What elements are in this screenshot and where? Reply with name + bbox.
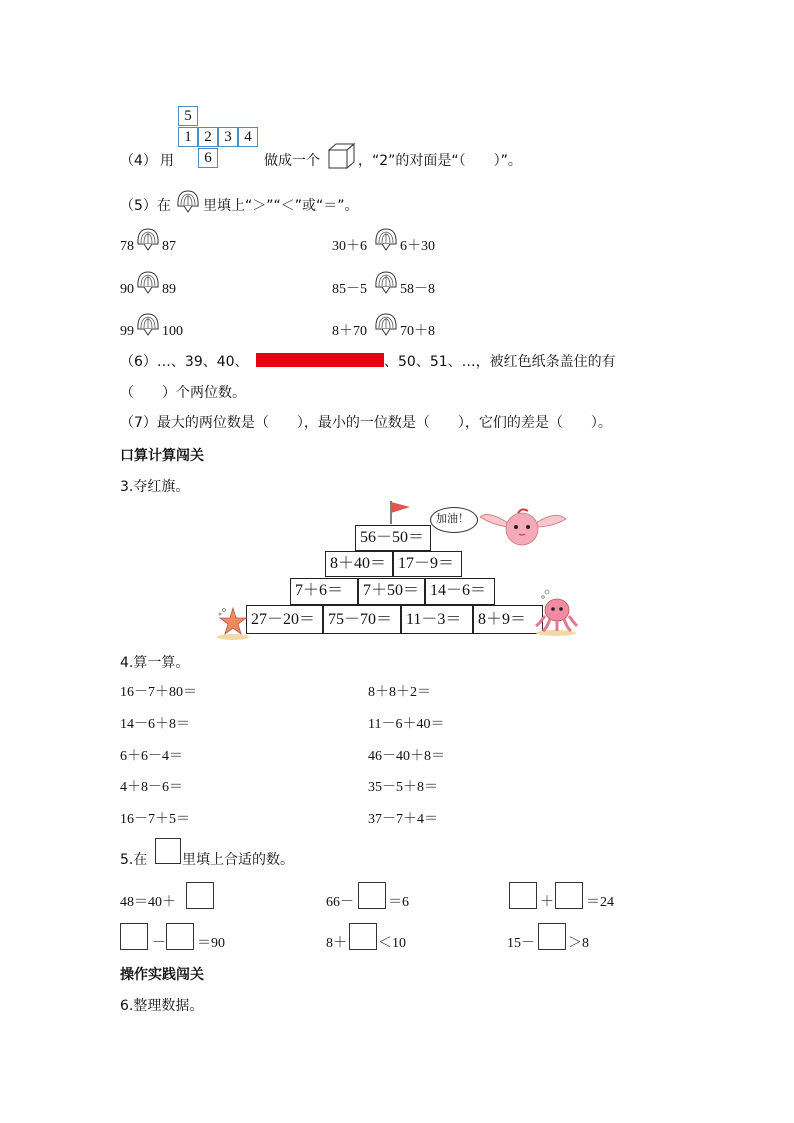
pyramid-cell[interactable]: 11－3＝ (401, 605, 473, 634)
p5-expr: ＞8 (568, 936, 589, 951)
compare-left: 99 (120, 324, 134, 339)
answer-box[interactable] (509, 882, 537, 909)
answer-box[interactable] (166, 923, 194, 950)
calc-left: 4＋8－6＝ (120, 780, 183, 795)
section-oral-heading: 口算计算闯关 (120, 448, 204, 464)
p5-expr: ＜10 (378, 936, 406, 951)
calc-right: 11－6＋40＝ (368, 717, 445, 732)
compare-right: 100 (162, 324, 183, 339)
pyramid-cell[interactable]: 14－6＝ (425, 578, 495, 605)
calc-left: 6＋6－4＝ (120, 749, 183, 764)
pyramid-cell[interactable]: 56－50＝ (355, 525, 431, 551)
p5-expr: 48＝40＋ (120, 895, 176, 910)
calc-right: 46－40＋8＝ (368, 749, 445, 764)
shell-icon[interactable] (373, 226, 399, 252)
answer-box[interactable] (186, 882, 214, 909)
pyramid-cell[interactable]: 27－20＝ (246, 605, 323, 634)
p6-title: 6.整理数据。 (120, 998, 204, 1014)
q6-text-c: （ ）个两位数。 (120, 385, 246, 401)
calc-left: 16－7＋5＝ (120, 812, 190, 827)
pyramid-cell[interactable]: 8＋40＝ (325, 551, 393, 577)
p5-expr: ＝90 (197, 936, 225, 951)
q5-intro-b: 里填上“＞”“＜”或“＝”。 (203, 198, 359, 214)
calc-right: 37－7＋4＝ (368, 812, 438, 827)
p5-expr: 15－ (507, 936, 535, 951)
q4-use: 用 (160, 153, 174, 169)
speech-text: 加油！ (436, 512, 469, 525)
shell-icon[interactable] (373, 311, 399, 337)
net-cell-top: 5 (178, 106, 198, 126)
net-cell-1: 1 (178, 127, 198, 147)
net-cell-4: 4 (238, 127, 258, 147)
answer-box[interactable] (120, 923, 148, 950)
answer-box[interactable] (358, 882, 386, 909)
q7-text: （7）最大的两位数是（ ），最小的一位数是（ ），它们的差是（ ）。 (120, 415, 612, 431)
pyramid-cell[interactable]: 7＋6＝ (290, 578, 358, 605)
answer-box[interactable] (555, 882, 583, 909)
compare-left: 8＋70 (332, 324, 367, 339)
p5-expr: ＋ (540, 895, 554, 910)
pyramid-cell[interactable]: 17－9＝ (393, 551, 462, 577)
calc-left: 14－6＋8＝ (120, 717, 190, 732)
p5-expr: 8＋ (326, 936, 347, 951)
red-paper-strip (256, 353, 384, 367)
p5-expr: ＝24 (586, 895, 614, 910)
p5-expr: － (152, 936, 166, 951)
compare-right: 6＋30 (400, 239, 435, 254)
compare-right: 70＋8 (400, 324, 435, 339)
q6-text-a: （6）…、39、40、 (120, 354, 249, 370)
p5-expr: 66－ (326, 895, 354, 910)
compare-left: 85－5 (332, 282, 367, 297)
cube-net (178, 106, 268, 170)
shell-icon[interactable] (135, 269, 161, 295)
shell-icon[interactable] (373, 269, 399, 295)
p5-title-a: 5.在 (120, 852, 148, 868)
compare-left: 78 (120, 239, 134, 254)
q4-make: 做成一个 (264, 153, 320, 169)
pyramid-cell[interactable]: 8＋9＝ (473, 605, 543, 634)
calc-right: 8＋8＋2＝ (368, 685, 431, 700)
p4-title: 4.算一算。 (120, 655, 190, 671)
p5-title-b: 里填上合适的数。 (182, 852, 294, 868)
pyramid-cell[interactable]: 75－70＝ (323, 605, 401, 634)
net-cell-bottom: 6 (198, 148, 218, 168)
shell-icon[interactable] (135, 226, 161, 252)
net-cell-3: 3 (218, 127, 238, 147)
shell-icon[interactable] (135, 311, 161, 337)
starfish-icon (216, 604, 250, 640)
q4-number: （4） (120, 153, 157, 169)
q5-intro-a: （5）在 (120, 198, 171, 214)
answer-box-icon (155, 838, 181, 864)
calc-right: 35－5＋8＝ (368, 780, 438, 795)
shell-icon (175, 188, 201, 214)
p3-title: 3.夺红旗。 (120, 479, 190, 495)
compare-right: 89 (162, 282, 176, 297)
q4-question: ，“2”的对面是“（ ）”。 (358, 153, 522, 169)
q6-text-b: 、50、51、…，被红色纸条盖住的有 (384, 354, 616, 370)
compare-left: 30＋6 (332, 239, 367, 254)
compare-left: 90 (120, 282, 134, 297)
calc-left: 16－7＋80＝ (120, 685, 197, 700)
cube-icon (328, 143, 356, 169)
net-cell-2: 2 (198, 127, 218, 147)
answer-box[interactable] (349, 923, 377, 950)
red-flag-icon (388, 500, 414, 524)
bird-icon (478, 505, 568, 549)
pyramid-cell[interactable]: 7＋50＝ (358, 578, 425, 605)
answer-box[interactable] (538, 923, 566, 950)
compare-right: 87 (162, 239, 176, 254)
compare-right: 58－8 (400, 282, 435, 297)
section-practice-heading: 操作实践闯关 (120, 967, 204, 983)
p5-expr: ＝6 (388, 895, 409, 910)
octopus-icon (533, 588, 579, 636)
